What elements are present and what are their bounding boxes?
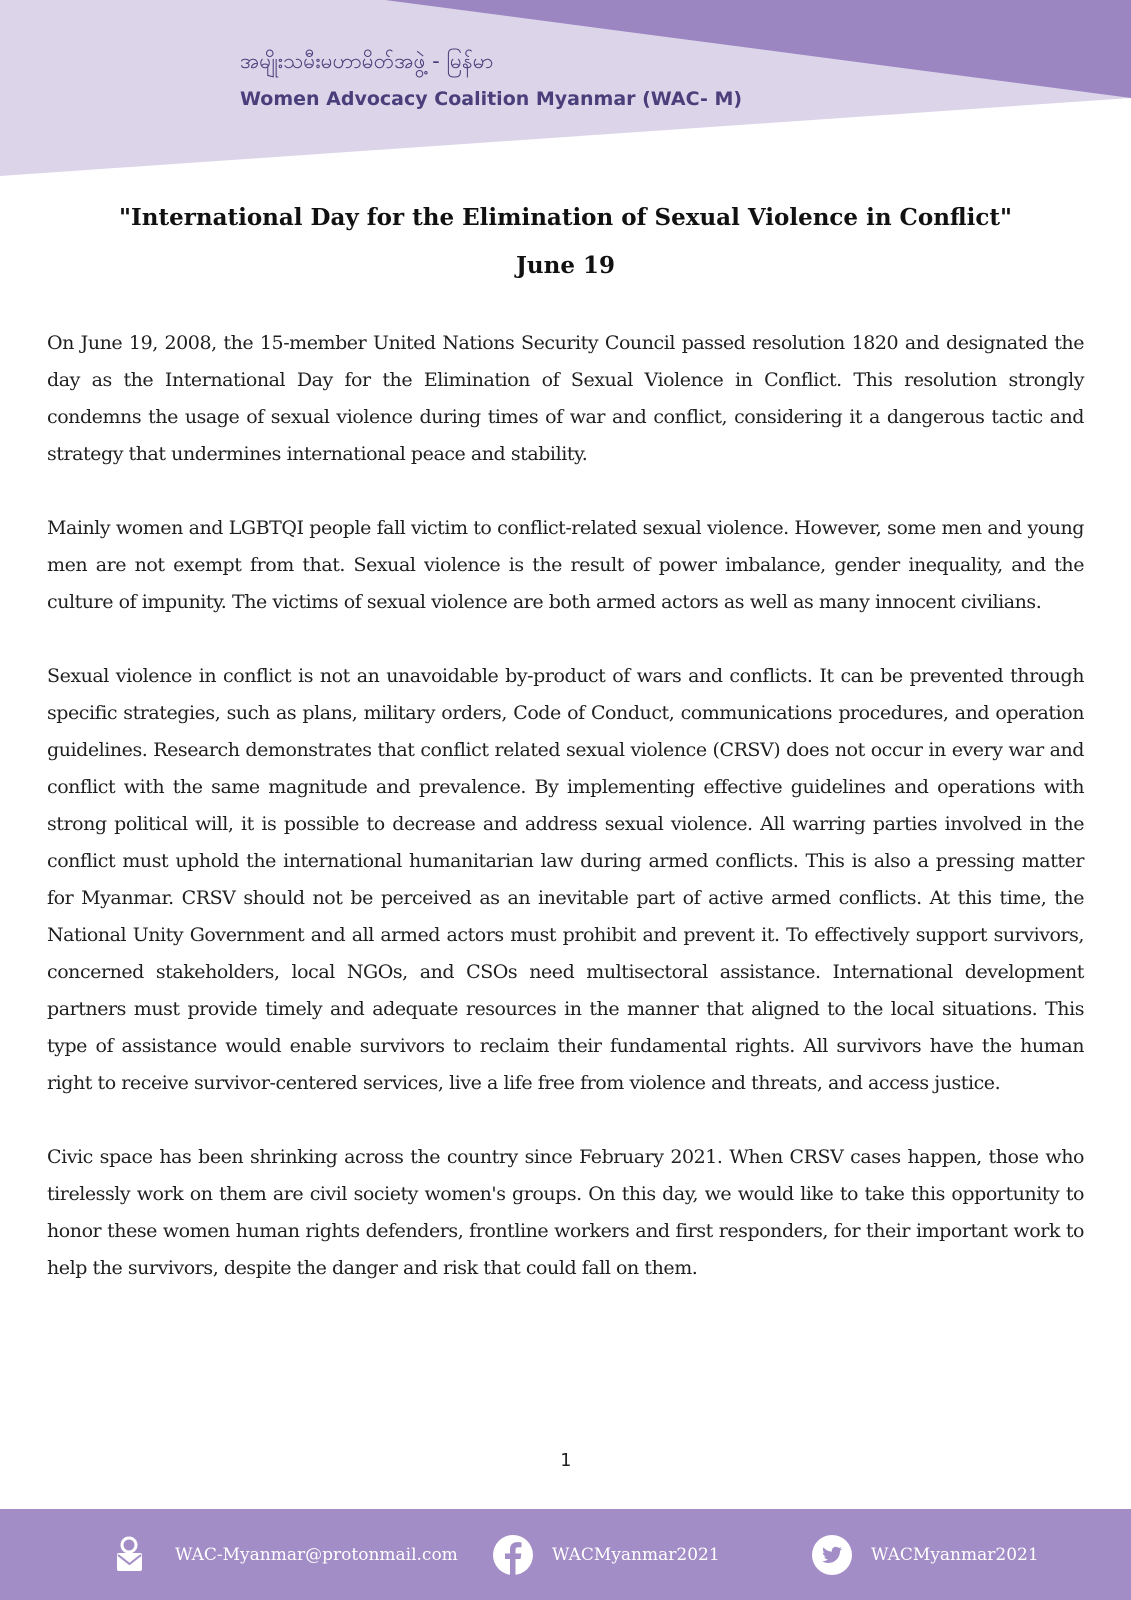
document-title: "International Day for the Elimination of Sexual Violence in Conflict": [119, 204, 1012, 231]
footer-facebook-text: WACMyanmar2021: [552, 1544, 720, 1565]
org-name-myanmar: အမျိုးသမီးမဟာမိတ်အဖွဲ့ - မြန်မာ: [240, 49, 494, 73]
footer-email-text: WAC-Myanmar@protonmail.com: [175, 1544, 458, 1565]
footer: [0, 1509, 1131, 1600]
document-body: [47, 325, 1084, 1324]
org-name-english: Women Advocacy Coalition Myanmar (WAC- M): [240, 88, 743, 110]
footer-email-link[interactable]: [115, 1509, 458, 1600]
paragraph-victims: Mainly women and LGBTQI people fall victim to conflict-related sexual violence. However, some men and young men are not exempt from that. Sexual violence is the result of power imbalance, gender inequality, and the culture of impunity. The victims of sexual violence are both armed actors as well as many innocent civilians.: [47, 517, 1084, 613]
paragraph-resolution-1820: On June 19, 2008, the 15-member United Nations Security Council passed resolution 1820 and designated the day as the International Day for the Elimination of Sexual Violence in Conflict. This resolution strongly condemns the usage of sexual violence during times of war and conflict, considering it a dangerous tactic and strategy that undermines international peace and stability.: [47, 332, 1084, 465]
paragraph-civic-space: Civic space has been shrinking across the country since February 2021. When CRSV cases happen, those who tirelessly work on them are civil society women's groups. On this day, we would like to take this opportunity to honor these women human rights defenders, frontline workers and first responders, for their important work to help the survivors, despite the danger and risk that could fall on them.: [47, 1146, 1084, 1279]
footer-twitter-link[interactable]: [811, 1509, 1039, 1600]
footer-twitter-text: WACMyanmar2021: [871, 1544, 1039, 1565]
email-icon: [115, 1534, 157, 1576]
twitter-icon: [811, 1534, 853, 1576]
footer-facebook-link[interactable]: [492, 1509, 720, 1600]
page-number: 1: [560, 1450, 571, 1471]
paragraph-prevention: Sexual violence in conflict is not an unavoidable by-product of wars and conflicts. It can be prevented through specific strategies, such as plans, military orders, Code of Conduct, communications procedures, and operation guidelines. Research demonstrates that conflict related sexual violence (CRSV) does not occur in every war and conflict with the same magnitude and prevalence. By implementing effective guidelines and operations with strong political will, it is possible to decrease and address sexual violence. All warring parties involved in the conflict must uphold the international humanitarian law during armed conflicts. This is also a pressing matter for Myanmar. CRSV should not be perceived as an inevitable part of active armed conflicts. At this time, the National Unity Government and all armed actors must prohibit and prevent it. To effectively support survivors, concerned stakeholders, local NGOs, and CSOs need multisectoral assistance. International development partners must provide timely and adequate resources in the manner that aligned to the local situations. This type of assistance would enable survivors to reclaim their fundamental rights. All survivors have the human right to receive survivor-centered services, live a life free from violence and threats, and access justice.: [47, 665, 1084, 1094]
document-date: June 19: [516, 252, 615, 279]
facebook-icon: [492, 1534, 534, 1576]
